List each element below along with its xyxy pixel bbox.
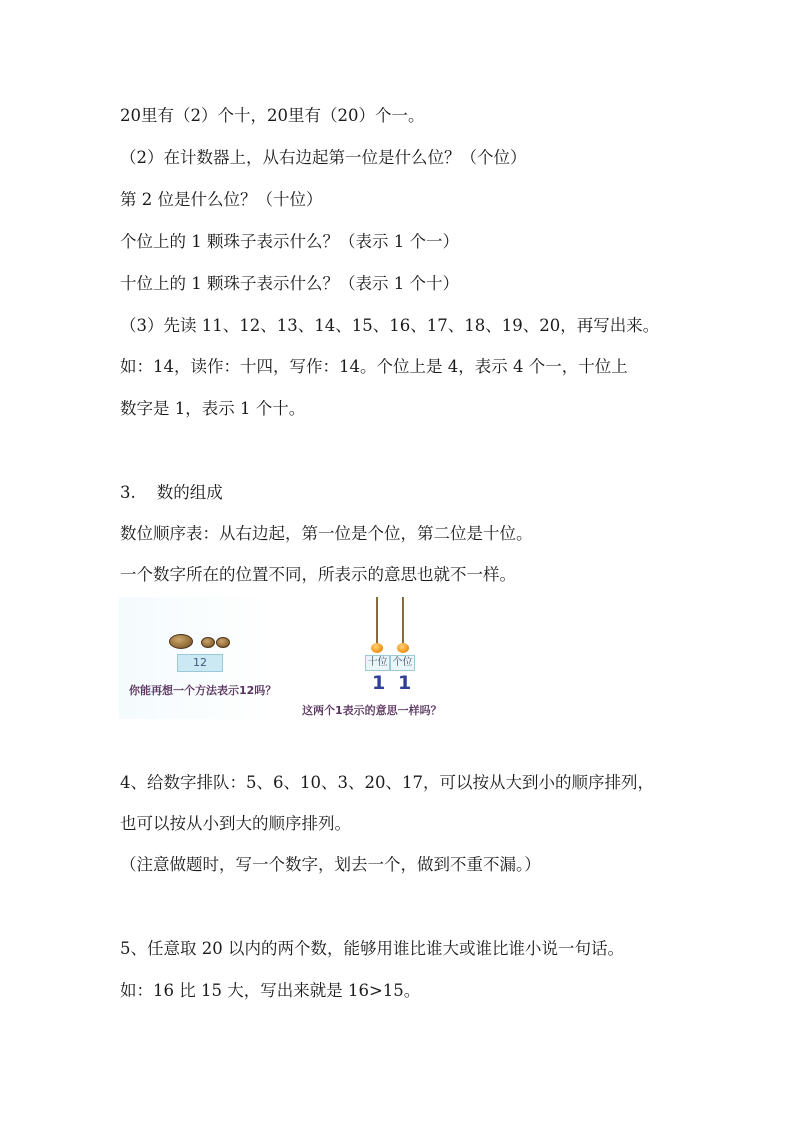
digit-ones: 1 xyxy=(398,672,412,694)
label-tens-place: 十位 xyxy=(365,655,390,671)
line-10: 数位顺序表：从右边起，第一位是个位，第二位是十位。 xyxy=(120,524,533,543)
line-6: （3）先读 11、12、13、14、15、16、17、18、19、20，再写出来。 xyxy=(120,316,660,335)
question-left: 你能再想一个方法表示12吗？ xyxy=(129,684,277,697)
line-2: （2）在计数器上，从右边起第一位是什么位？（个位） xyxy=(120,148,527,167)
line-1: 20里有（2）个十，20里有（20）个一。 xyxy=(120,106,425,125)
line-8: 数字是 1，表示 1 个十。 xyxy=(120,399,306,418)
line-3: 第 2 位是什么位？（十位） xyxy=(120,190,323,209)
stone-small xyxy=(201,637,215,648)
abacus-rod-ones xyxy=(402,597,404,645)
line-16: 如：16 比 15 大，写出来就是 16>15。 xyxy=(120,981,421,1000)
number-label: 12 xyxy=(177,654,223,672)
line-4: 个位上的 1 颗珠子表示什么？（表示 1 个一） xyxy=(120,232,459,251)
section-3-heading: 3. 数的组成 xyxy=(120,483,223,502)
abacus-bead-tens xyxy=(371,643,383,653)
stone-small xyxy=(216,637,230,648)
place-value-figure xyxy=(119,597,461,719)
abacus-bead-ones xyxy=(397,643,409,653)
line-7: 如：14，读作：十四，写作：14。个位上是 4，表示 4 个一，十位上 xyxy=(120,357,628,376)
question-right: 这两个1表示的意思一样吗？ xyxy=(302,704,442,717)
line-11: 一个数字所在的位置不同，所表示的意思也就不一样。 xyxy=(120,565,516,584)
stone-large xyxy=(169,634,193,649)
line-13: 也可以按从小到大的顺序排列。 xyxy=(120,814,351,833)
line-15: 5、任意取 20 以内的两个数，能够用谁比谁大或谁比谁小说一句话。 xyxy=(120,939,624,958)
line-5: 十位上的 1 颗珠子表示什么？（表示 1 个十） xyxy=(120,274,459,293)
line-12: 4、给数字排队：5、6、10、3、20、17，可以按从大到小的顺序排列， xyxy=(120,773,654,792)
line-14: （注意做题时，写一个数字，划去一个，做到不重不漏。） xyxy=(120,855,541,874)
label-ones-place: 个位 xyxy=(390,655,415,671)
abacus-rod-tens xyxy=(376,597,378,645)
digit-tens: 1 xyxy=(372,672,386,694)
